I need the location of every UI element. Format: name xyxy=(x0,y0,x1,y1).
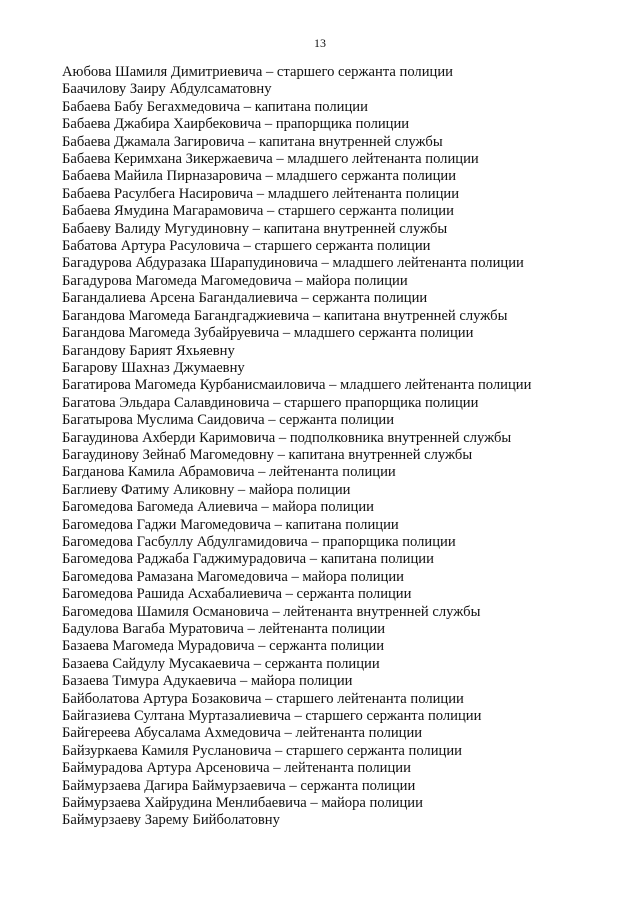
list-item: Баймурзаева Дагира Баймурзаевича – сержанта полиции xyxy=(62,777,416,794)
list-item: Бабаева Джабира Хаирбековича – прапорщика полиции xyxy=(62,116,410,133)
list-item: Баглиеву Фатиму Аликовну – майора полиции xyxy=(62,481,351,498)
list-item: Бабаева Джамала Загировича – капитана внутренней службы xyxy=(62,133,443,150)
list-item: Багатирова Магомеда Курбанисмаиловича – младшего лейтенанта полиции xyxy=(62,377,532,394)
list-item: Багаудинову Зейнаб Магомедовну – капитана внутренней службы xyxy=(62,446,473,463)
list-item: Багомедова Рамазана Магомедовича – майора полиции xyxy=(62,568,404,585)
list-item: Багандова Магомеда Багандгаджиевича – капитана внутренней службы xyxy=(62,307,508,324)
list-item: Багомедова Шамиля Османовича – лейтенанта внутренней службы xyxy=(62,603,481,620)
list-item: Баймурадова Артура Арсеновича – лейтенанта полиции xyxy=(62,760,411,777)
list-item: Багандалиева Арсена Багандалиевича – сержанта полиции xyxy=(62,290,428,307)
list-item: Бабаева Расулбега Насировича – младшего лейтенанта полиции xyxy=(62,185,460,202)
list-item: Баймурзаева Хайрудина Менлибаевича – майора полиции xyxy=(62,795,423,812)
list-item: Багадурова Магомеда Магомедовича – майора полиции xyxy=(62,272,408,289)
list-item: Базаева Магомеда Мурадовича – сержанта полиции xyxy=(62,638,385,655)
list-item: Бабаеву Валиду Мугудиновну – капитана внутренней службы xyxy=(62,220,448,237)
list-item: Бабаева Бабу Бегахмедовича – капитана полиции xyxy=(62,98,368,115)
list-item: Багарову Шахназ Джумаевну xyxy=(62,359,245,376)
list-item: Багандову Барият Яхьяевну xyxy=(62,342,235,359)
list-item: Багатова Эльдара Салавдиновича – старшего прапорщика полиции xyxy=(62,394,479,411)
list-item: Бабаева Майила Пирназаровича – младшего сержанта полиции xyxy=(62,168,457,185)
list-item: Багатырова Муслима Саидовича – сержанта полиции xyxy=(62,412,395,429)
list-item: Бабаева Ямудина Магарамовича – старшего сержанта полиции xyxy=(62,203,454,220)
page-number: 13 xyxy=(314,36,326,50)
list-item: Бабаева Керимхана Зикержаевича – младшего лейтенанта полиции xyxy=(62,151,479,168)
list-item: Байзуркаева Камиля Руслановича – старшего сержанта полиции xyxy=(62,742,462,759)
list-item: Багомедова Рашида Асхабалиевича – сержанта полиции xyxy=(62,586,412,603)
list-item: Баачилову Заиру Абдулсаматовну xyxy=(62,81,272,98)
list-item: Баймурзаеву Зарему Бийболатовну xyxy=(62,812,280,829)
list-item: Багданова Камила Абрамовича – лейтенанта полиции xyxy=(62,464,396,481)
list-item: Бабатова Артура Расуловича – старшего сержанта полиции xyxy=(62,238,431,255)
list-item: Байгазиева Султана Муртазалиевича – старшего сержанта полиции xyxy=(62,708,482,725)
names-list xyxy=(62,64,632,830)
list-item: Базаева Сайдулу Мусакаевича – сержанта полиции xyxy=(62,655,380,672)
list-item: Багомедова Раджаба Гаджимурадовича – капитана полиции xyxy=(62,551,434,568)
list-item: Аюбова Шамиля Димитриевича – старшего сержанта полиции xyxy=(62,64,453,80)
list-item: Базаева Тимура Адукаевича – майора полиции xyxy=(62,673,353,690)
list-item: Байгереева Абусалама Ахмедовича – лейтенанта полиции xyxy=(62,725,423,742)
list-item: Багаудинова Ахберди Каримовича – подполковника внутренней службы xyxy=(62,429,512,446)
list-item: Багандова Магомеда Зубайруевича – младшего сержанта полиции xyxy=(62,325,474,342)
list-item: Багомедова Гаджи Магомедовича – капитана полиции xyxy=(62,516,399,533)
list-item: Багадурова Абдуразака Шарапудиновича – младшего лейтенанта полиции xyxy=(62,255,524,272)
list-item: Байболатова Артура Бозаковича – старшего лейтенанта полиции xyxy=(62,690,464,707)
list-item: Багомедова Багомеда Алиевича – майора полиции xyxy=(62,499,374,516)
list-item: Бадулова Вагаба Муратовича – лейтенанта полиции xyxy=(62,621,386,637)
list-item: Багомедова Гасбуллу Абдулгамидовича – прапорщика полиции xyxy=(62,533,456,550)
